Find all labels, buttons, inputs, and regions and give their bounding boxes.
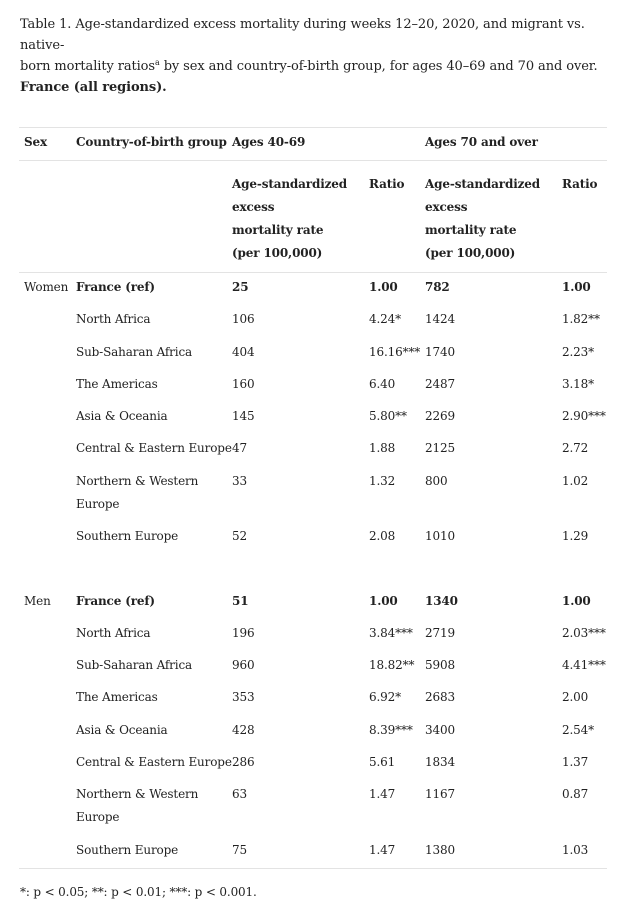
men-group-7: Southern Europe [76,843,179,857]
men-group-5: Central & Eastern Europe [76,755,232,769]
women-ratio1-0: 1.00 [369,280,398,294]
men-rate1-1: 196 [232,626,255,640]
women-group-6-line-1: Northern & Western [76,474,199,488]
table-bottom-rule [19,868,607,869]
men-ratio2-6: 0.87 [562,787,589,801]
men-rate2-2: 5908 [425,658,455,672]
women-rate2-4: 2269 [425,409,455,423]
men-rate1-5: 286 [232,755,255,769]
men-group-6-line-1: Northern & Western [76,787,199,801]
men-ratio1-1: 3.84*** [369,626,413,640]
header-group: Country-of-birth group [76,135,227,149]
header-rate-2-line-3: mortality rate [425,223,517,237]
men-rate2-4: 3400 [425,723,455,737]
women-ratio2-6: 1.02 [562,474,589,488]
women-group-3: The Americas [76,377,158,391]
women-rate1-0: 25 [232,280,249,294]
header-rate-2-line-2: excess [425,200,468,214]
sex-label-men: Men [24,594,51,608]
header-mid-rule [19,160,607,161]
header-rate-1-line-3: mortality rate [232,223,324,237]
women-rate2-6: 800 [425,474,448,488]
men-group-3: The Americas [76,690,158,704]
header-ages-40-69: Ages 40-69 [232,135,306,149]
women-group-7: Southern Europe [76,529,179,543]
men-rate1-0: 51 [232,594,249,608]
men-ratio2-7: 1.03 [562,843,589,857]
men-ratio2-1: 2.03*** [562,626,606,640]
caption-line-1: Table 1. Age-standardized excess mortality during weeks 12–20, 2020, and migrant vs. native- [20,17,585,53]
men-ratio2-0: 1.00 [562,594,591,608]
caption-line-2 [20,56,610,77]
men-rate1-6: 63 [232,787,247,801]
women-ratio1-3: 6.40 [369,377,396,391]
men-rate2-0: 1340 [425,594,458,608]
men-rate1-4: 428 [232,723,255,737]
men-rate1-2: 960 [232,658,255,672]
men-group-1: North Africa [76,626,151,640]
men-rate2-3: 2683 [425,690,455,704]
women-ratio2-5: 2.72 [562,441,589,455]
women-rate1-1: 106 [232,312,255,326]
women-group-6-line-2: Europe [76,497,120,511]
women-rate1-6: 33 [232,474,247,488]
men-ratio2-5: 1.37 [562,755,589,769]
women-ratio2-2: 2.23* [562,345,594,359]
header-rate-2-line-4: (per 100,000) [425,246,516,260]
women-ratio1-2: 16.16*** [369,345,421,359]
men-rate2-6: 1167 [425,787,455,801]
men-ratio1-3: 6.92* [369,690,401,704]
header-rate-1-line-1: Age-standardized [232,177,347,191]
men-ratio1-0: 1.00 [369,594,398,608]
header-rate-1-line-2: excess [232,200,275,214]
caption-line-2-pre: born mortality ratios [20,59,155,74]
men-ratio1-4: 8.39*** [369,723,413,737]
women-ratio2-4: 2.90*** [562,409,606,423]
women-group-5: Central & Eastern Europe [76,441,232,455]
women-ratio1-1: 4.24* [369,312,401,326]
women-rate1-4: 145 [232,409,255,423]
men-ratio1-2: 18.82** [369,658,415,672]
header-bottom-rule [19,272,607,273]
men-group-6-line-2: Europe [76,810,120,824]
women-ratio2-0: 1.00 [562,280,591,294]
caption-line-2-post: by sex and country-of-birth group, for ages 40–69 and 70 and over. [159,59,598,74]
women-ratio1-5: 1.88 [369,441,396,455]
men-rate2-5: 1834 [425,755,455,769]
men-ratio2-4: 2.54* [562,723,594,737]
women-rate1-3: 160 [232,377,255,391]
header-sex: Sex [24,135,48,149]
men-ratio1-6: 1.47 [369,787,396,801]
table-top-rule [19,127,607,128]
header-ratio-2: Ratio [562,177,598,191]
women-ratio2-1: 1.82** [562,312,600,326]
men-rate2-7: 1380 [425,843,455,857]
men-ratio1-5: 5.61 [369,755,396,769]
men-ratio1-7: 1.47 [369,843,396,857]
header-ages-70-over: Ages 70 and over [425,135,538,149]
men-rate1-3: 353 [232,690,255,704]
caption-footnote-marker[interactable]: a [154,58,160,67]
women-rate1-2: 404 [232,345,255,359]
table-footnote: *: p < 0.05; **: p < 0.01; ***: p < 0.001. [20,885,257,899]
men-ratio2-3: 2.00 [562,690,589,704]
women-rate2-3: 2487 [425,377,455,391]
sex-label-women: Women [24,280,69,294]
women-ratio2-7: 1.29 [562,529,589,543]
women-rate2-1: 1424 [425,312,455,326]
women-rate2-0: 782 [425,280,450,294]
table-caption [20,14,610,98]
header-ratio-1: Ratio [369,177,405,191]
caption-region: France (all regions). [20,80,167,95]
men-rate1-7: 75 [232,843,247,857]
men-ratio2-2: 4.41*** [562,658,606,672]
header-rate-1-line-4: (per 100,000) [232,246,323,260]
women-rate1-5: 47 [232,441,247,455]
women-rate2-7: 1010 [425,529,455,543]
men-group-0: France (ref) [76,594,155,608]
women-ratio2-3: 3.18* [562,377,594,391]
women-group-4: Asia & Oceania [76,409,168,423]
women-group-1: North Africa [76,312,151,326]
women-ratio1-6: 1.32 [369,474,396,488]
men-group-4: Asia & Oceania [76,723,168,737]
header-rate-2-line-1: Age-standardized [425,177,540,191]
women-ratio1-7: 2.08 [369,529,396,543]
women-group-2: Sub-Saharan Africa [76,345,193,359]
women-ratio1-4: 5.80** [369,409,407,423]
women-rate2-5: 2125 [425,441,455,455]
women-rate1-7: 52 [232,529,247,543]
women-rate2-2: 1740 [425,345,455,359]
women-group-0: France (ref) [76,280,155,294]
men-group-2: Sub-Saharan Africa [76,658,193,672]
men-rate2-1: 2719 [425,626,455,640]
